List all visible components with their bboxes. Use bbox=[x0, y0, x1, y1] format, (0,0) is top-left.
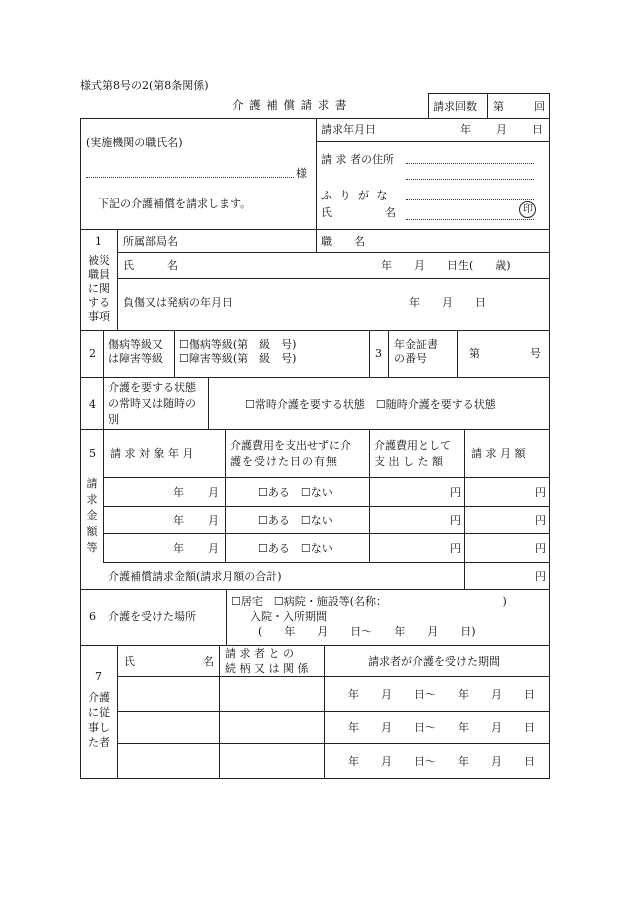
caregiver-col-na: 名 bbox=[203, 655, 214, 668]
section5-side-label: 請 求 金 額 等 bbox=[86, 477, 98, 554]
care-place-checkboxes[interactable]: ☐居宅 ☐病院・施設等(名称： ) bbox=[231, 595, 507, 608]
claim-count-label: 請求回数 bbox=[433, 100, 477, 113]
request-text: 下記の介護補償を請求します。 bbox=[98, 197, 252, 210]
pension-label-line2: の番号 bbox=[394, 352, 427, 365]
claim-count-dai: 第 bbox=[493, 100, 504, 113]
address-field-line2[interactable] bbox=[406, 179, 534, 180]
care-period-col: 請求者が介護を受けた期間 bbox=[368, 655, 500, 668]
dept-label: 所属部局名 bbox=[123, 235, 178, 248]
row1-aru-nai[interactable]: ☐ある ☐ない bbox=[258, 486, 333, 499]
furigana-field[interactable] bbox=[406, 199, 534, 200]
table-left-border bbox=[80, 118, 81, 779]
care-place-label: 介護を受けた場所 bbox=[108, 610, 196, 623]
row3-tsuki: 月 bbox=[208, 542, 219, 555]
care-period-row1: 年 月 日〜 年 月 日 bbox=[348, 688, 535, 701]
row2-nen: 年 bbox=[173, 514, 184, 527]
grade-label-line2: は障害等級 bbox=[108, 352, 163, 365]
section7-side-label: 介護 に従 事し た者 bbox=[88, 691, 110, 749]
post-label: 職 名 bbox=[321, 235, 365, 248]
form-title: 介 護 補 償 請 求 書 bbox=[232, 98, 348, 112]
section1-number: 1 bbox=[95, 235, 102, 248]
claim-date-label: 請求年月日 bbox=[321, 123, 376, 136]
pension-label-line1: 年金証書 bbox=[394, 338, 438, 351]
disability-grade-checkbox[interactable]: ☐障害等級(第 級 号) bbox=[179, 352, 297, 365]
row2-aru-nai[interactable]: ☐ある ☐ない bbox=[258, 514, 333, 527]
row1-yen-expense: 円 bbox=[450, 486, 461, 499]
section4-number: 4 bbox=[89, 398, 96, 411]
care-state-label-line1: 介護を要する状態 bbox=[108, 381, 196, 394]
row1-tsuki: 月 bbox=[208, 486, 219, 499]
relation-col-line2: 続 柄 又 は 関 係 bbox=[225, 662, 309, 675]
injury-date-label: 負傷又は発病の年月日 bbox=[123, 296, 233, 309]
caregiver-col-uji: 氏 bbox=[124, 655, 135, 668]
name-na-label: 名 bbox=[385, 206, 396, 219]
table-bottom-border bbox=[80, 778, 550, 779]
admission-period-label: 入院・入所期間 bbox=[250, 610, 327, 623]
form-number: 様式第8号の2(第8条関係) bbox=[80, 79, 209, 92]
section5-number: 5 bbox=[89, 447, 96, 460]
care-state-checkboxes[interactable]: ☐常時介護を要する状態 ☐随時介護を要する状態 bbox=[245, 398, 496, 411]
pension-dai: 第 bbox=[469, 347, 480, 360]
col-care-line1: 介護費用を支出せずに介 bbox=[230, 439, 351, 452]
col-expense-line2: 支 出 し た 額 bbox=[374, 455, 443, 468]
claim-date-tsuki: 月 bbox=[496, 123, 507, 136]
row1-yen-claim: 円 bbox=[535, 486, 546, 499]
pension-go: 号 bbox=[530, 347, 541, 360]
row2-yen-claim: 円 bbox=[535, 514, 546, 527]
claim-date-hi: 日 bbox=[532, 123, 543, 136]
section6-number: 6 bbox=[89, 610, 96, 623]
relation-col-line1: 請 求 者 と の bbox=[225, 647, 294, 660]
section1-side-label: 被災 職員 に関 する 事項 bbox=[88, 254, 110, 323]
birth-date-text: 年 月 日生( 歳) bbox=[381, 259, 511, 272]
section7-number: 7 bbox=[95, 670, 102, 683]
table-right-border bbox=[549, 118, 550, 779]
row2-tsuki: 月 bbox=[208, 514, 219, 527]
claim-count-kai: 回 bbox=[534, 100, 545, 113]
total-yen: 円 bbox=[535, 570, 546, 583]
row3-nen: 年 bbox=[173, 542, 184, 555]
seal-label: 印 bbox=[523, 204, 533, 215]
address-label: 請 求 者の住所 bbox=[321, 153, 394, 166]
care-period-row3: 年 月 日〜 年 月 日 bbox=[348, 755, 535, 768]
row1-nen: 年 bbox=[173, 486, 184, 499]
sama-label: 様 bbox=[296, 167, 307, 180]
row3-yen-claim: 円 bbox=[535, 542, 546, 555]
care-period-row2: 年 月 日〜 年 月 日 bbox=[348, 721, 535, 734]
care-state-label-line3: 別 bbox=[108, 413, 119, 426]
table-top-border bbox=[80, 118, 550, 119]
col-expense-line1: 介護費用として bbox=[374, 439, 451, 452]
col-care-line2: 護を受けた日の有無 bbox=[230, 455, 338, 468]
injury-date-text: 年 月 日 bbox=[409, 296, 486, 309]
injury-grade-checkbox[interactable]: ☐傷病等級(第 級 号) bbox=[179, 338, 297, 351]
claim-date-nen: 年 bbox=[460, 123, 471, 136]
row3-aru-nai[interactable]: ☐ある ☐ない bbox=[258, 542, 333, 555]
care-state-label-line2: の常時又は随時の bbox=[108, 397, 196, 410]
institution-name-field[interactable] bbox=[86, 177, 294, 178]
institution-label: (実施機関の職氏名) bbox=[86, 136, 183, 149]
claimant-name-field[interactable] bbox=[406, 219, 534, 220]
victim-name-label: 氏 名 bbox=[123, 259, 178, 272]
furigana-label: ふ り が な bbox=[321, 189, 390, 202]
col-claim-month: 請 求 対 象 年 月 bbox=[110, 447, 194, 460]
col-claim-amount: 請 求 月 額 bbox=[471, 447, 526, 460]
name-uji-label: 氏 bbox=[321, 206, 332, 219]
section2-number: 2 bbox=[89, 347, 96, 360]
row3-yen-expense: 円 bbox=[450, 542, 461, 555]
address-field-line1[interactable] bbox=[406, 163, 534, 164]
admission-period-dates: ( 年 月 日〜 年 月 日) bbox=[258, 625, 476, 638]
grade-label-line1: 傷病等級又 bbox=[108, 338, 163, 351]
row2-yen-expense: 円 bbox=[450, 514, 461, 527]
section3-number: 3 bbox=[375, 347, 382, 360]
total-label: 介護補償請求金額(請求月額の合計) bbox=[108, 570, 282, 583]
